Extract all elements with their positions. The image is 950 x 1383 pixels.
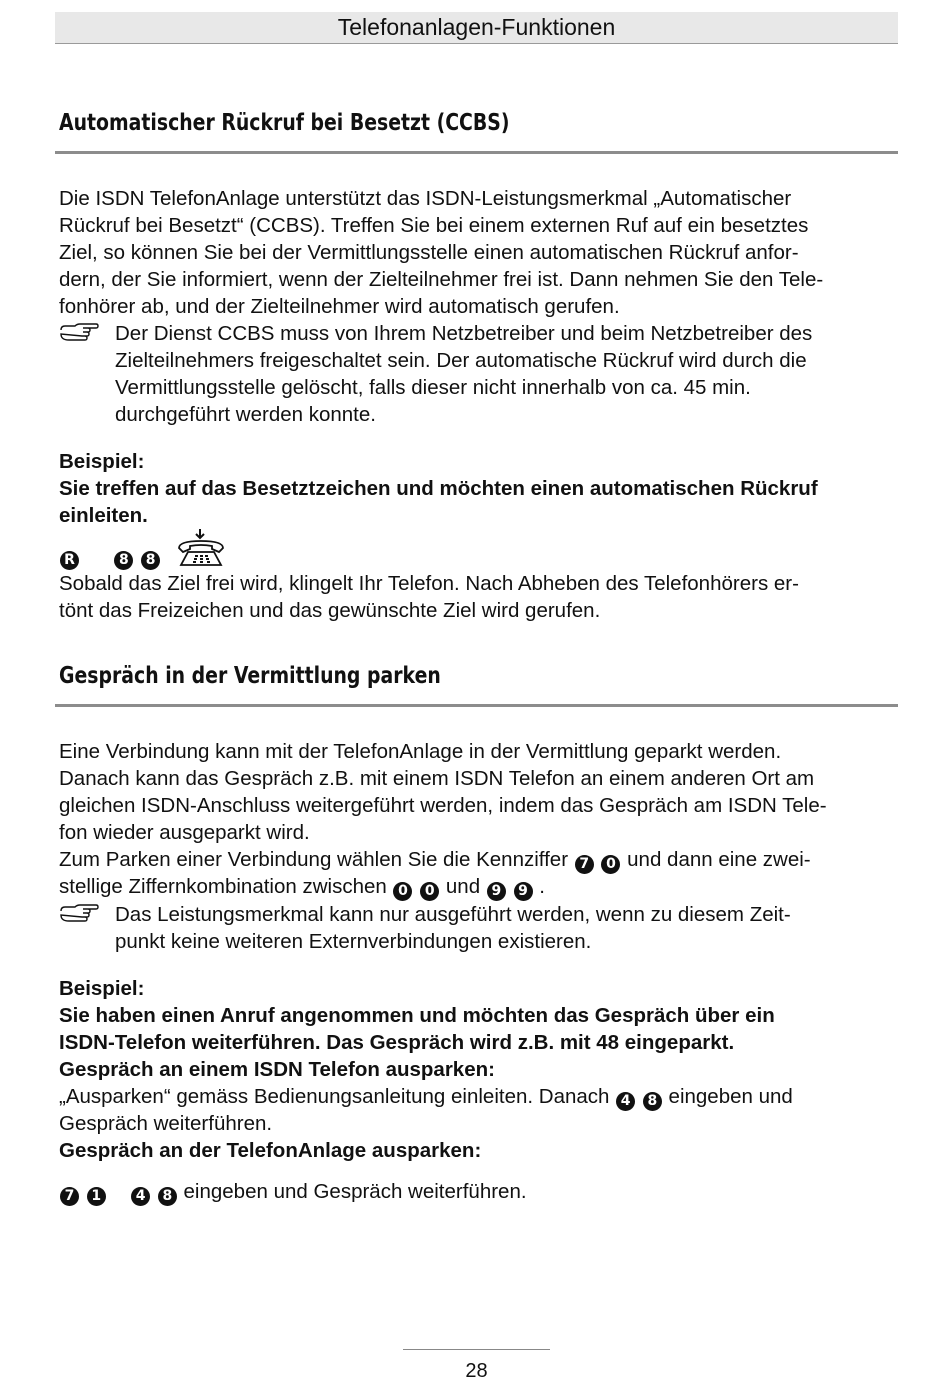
ccbs-paragraph xyxy=(59,185,899,320)
key-digit-icon: 8 xyxy=(643,1092,662,1111)
text-line-with-keys xyxy=(59,846,899,873)
text-line: Ziel, so können Sie bei der Vermittlungsstelle einen automatischen Rückruf anfor- xyxy=(59,241,799,264)
text-line-with-keys xyxy=(59,1083,899,1110)
pointing-hand-icon xyxy=(59,902,99,924)
section-rule xyxy=(55,704,898,707)
example-line: Sie haben einen Anruf angenommen und möchten das Gespräch über ein xyxy=(59,1004,775,1027)
key-digit-icon: 9 xyxy=(487,882,506,901)
key-digit-icon: 0 xyxy=(393,882,412,901)
text-line: Danach kann das Gespräch z.B. mit einem ISDN Telefon an einem anderen Ort am xyxy=(59,767,815,790)
isdn-line1-text-end: eingeben und xyxy=(668,1085,793,1108)
running-header xyxy=(55,12,898,44)
footer-rule xyxy=(403,1349,550,1350)
key-digit-icon: 4 xyxy=(131,1187,150,1206)
key-digit-icon: 1 xyxy=(87,1187,106,1206)
page-number: 28 xyxy=(465,1360,488,1382)
text-line: gleichen ISDN-Anschluss weitergeführt werden, indem das Gespräch am ISDN Tele- xyxy=(59,794,827,817)
key-digit-icon: 0 xyxy=(420,882,439,901)
text-line: tönt das Freizeichen und das gewünschte Ziel wird gerufen. xyxy=(59,599,601,622)
pointing-hand-icon xyxy=(59,321,99,343)
note-line: Das Leistungsmerkmal kann nur ausgeführt werden, wenn zu diesem Zeit- xyxy=(115,903,791,926)
example-label: Beispiel: xyxy=(59,450,145,473)
key-digit-icon: 7 xyxy=(575,855,594,874)
park-line2-text-end: . xyxy=(539,875,545,898)
pbx-line-text: eingeben und Gespräch weiterführen. xyxy=(183,1180,527,1203)
ccbs-key-sequence xyxy=(59,542,161,570)
text-line: fonhörer ab, und der Zielteilnehmer wird automatisch gerufen. xyxy=(59,295,620,318)
park-line1-text-end: und dann eine zwei- xyxy=(627,848,811,871)
phone-off-hook-icon xyxy=(176,528,226,568)
section-rule xyxy=(55,151,898,154)
key-digit-icon: 4 xyxy=(616,1092,635,1111)
park-line1-text: Zum Parken einer Verbindung wählen Sie die Kennziffer xyxy=(59,848,569,871)
isdn-unpark-heading: Gespräch an einem ISDN Telefon ausparken: xyxy=(59,1058,495,1081)
example-line: ISDN-Telefon weiterführen. Das Gespräch wird z.B. mit 48 eingeparkt. xyxy=(59,1031,735,1054)
text-line: dern, der Sie informiert, wenn der Zielteilnehmer frei ist. Dann nehmen Sie den Tele- xyxy=(59,268,824,291)
example-line: einleiten. xyxy=(59,504,148,527)
isdn-line1-text: „Ausparken“ gemäss Bedienungsanleitung einleiten. Danach xyxy=(59,1085,610,1108)
ccbs-example xyxy=(59,448,899,529)
ccbs-result xyxy=(59,570,899,624)
key-digit-icon: 8 xyxy=(114,551,133,570)
running-header-title: Telefonanlagen-Funktionen xyxy=(337,14,616,40)
park-note xyxy=(59,901,899,955)
park-example xyxy=(59,975,899,1164)
text-line: Die ISDN TelefonAnlage unterstützt das ISDN-Leistungsmerkmal „Automatischer xyxy=(59,187,792,210)
text-line-with-keys xyxy=(59,873,899,900)
note-line: Der Dienst CCBS muss von Ihrem Netzbetreiber und beim Netzbetreiber des xyxy=(115,322,813,345)
park-paragraph xyxy=(59,738,899,900)
note-line: Vermittlungsstelle gelöscht, falls dieser nicht innerhalb von ca. 45 min. xyxy=(115,376,751,399)
pbx-key-sequence xyxy=(59,1178,527,1206)
ccbs-note xyxy=(59,320,899,428)
note-line: punkt keine weiteren Externverbindungen existieren. xyxy=(115,930,592,953)
pbx-unpark-heading: Gespräch an der TelefonAnlage ausparken: xyxy=(59,1139,482,1162)
example-label: Beispiel: xyxy=(59,977,145,1000)
note-line: durchgeführt werden konnte. xyxy=(115,403,376,426)
key-digit-icon: 8 xyxy=(158,1187,177,1206)
section-title-ccbs: Automatischer Rückruf bei Besetzt (CCBS) xyxy=(59,110,510,136)
section-title-park: Gespräch in der Vermittlung parken xyxy=(59,663,441,689)
park-line2-text-mid: und xyxy=(445,875,481,898)
key-digit-icon: 7 xyxy=(60,1187,79,1206)
text-line: fon wieder ausgeparkt wird. xyxy=(59,821,310,844)
key-r-icon: R xyxy=(60,551,79,570)
text-line: Sobald das Ziel frei wird, klingelt Ihr Telefon. Nach Abheben des Telefonhörers er- xyxy=(59,572,799,595)
example-line: Sie treffen auf das Besetztzeichen und möchten einen automatischen Rückruf xyxy=(59,477,818,500)
park-line2-text: stellige Ziffernkombination zwischen xyxy=(59,875,387,898)
key-digit-icon: 8 xyxy=(141,551,160,570)
text-line: Rückruf bei Besetzt“ (CCBS). Treffen Sie bei einem externen Ruf auf ein besetztes xyxy=(59,214,809,237)
text-line: Eine Verbindung kann mit der TelefonAnlage in der Vermittlung geparkt werden. xyxy=(59,740,782,763)
text-line: Gespräch weiterführen. xyxy=(59,1112,273,1135)
key-digit-icon: 0 xyxy=(601,855,620,874)
note-line: Zielteilnehmers freigeschaltet sein. Der automatische Rückruf wird durch die xyxy=(115,349,807,372)
key-digit-icon: 9 xyxy=(514,882,533,901)
